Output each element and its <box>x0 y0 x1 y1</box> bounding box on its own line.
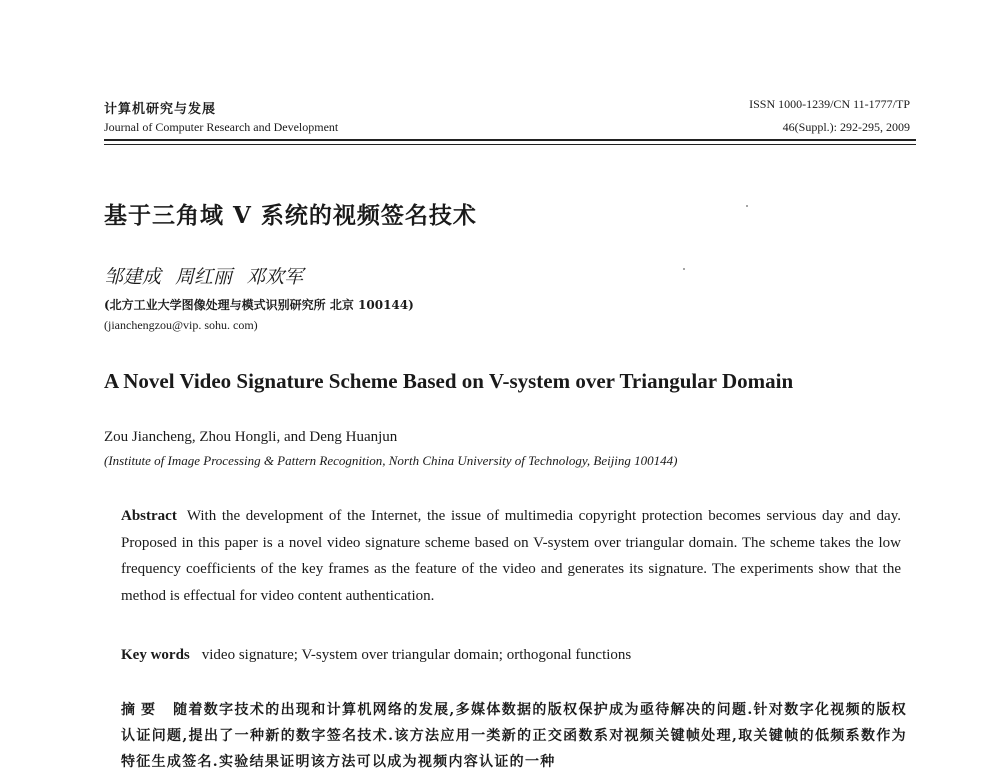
journal-name-cn: 计算机研究与发展 <box>104 102 217 117</box>
keywords-text: video signature; V-system over triangular domain; orthogonal functions <box>201 647 632 663</box>
header-rule-thick <box>104 139 916 141</box>
author-email: (jianchengzou@vip. sohu. com) <box>104 318 258 332</box>
keywords <box>121 647 631 664</box>
affiliation-en: (Institute of Image Processing & Pattern Recognition, North China University of Technology, Beijing 100144) <box>104 453 678 468</box>
keywords-label: Key words <box>121 647 190 663</box>
abstract-cn-label: 摘要 <box>121 702 162 718</box>
header-rule-thin <box>104 144 916 145</box>
scan-speck <box>746 205 748 207</box>
authors-en: Zou Jiancheng, Zhou Hongli, and Deng Huanjun <box>104 429 398 445</box>
journal-name-en: Journal of Computer Research and Development <box>104 120 339 134</box>
authors-cn: 邹建成 周红丽 邓欢军 <box>104 266 304 288</box>
paper-title-cn: 基于三角域 V 系统的视频签名技术 <box>104 202 477 229</box>
paper-title-en: A Novel Video Signature Scheme Based on V-system over Triangular Domain <box>104 369 794 393</box>
abstract-en <box>121 503 901 609</box>
abstract-cn <box>121 697 907 770</box>
abstract-cn-text: 随着数字技术的出现和计算机网络的发展,多媒体数据的版权保护成为亟待解决的问题.针对数字化视频的版权认证问题,提出了一种新的数字签名技术.该方法应用一类新的正交函数系对视频关键帧处理,取关键帧的低频系数作为特征生成签名.实验结果证明该方法可以成为视频内容认证的一种 <box>121 702 907 770</box>
scan-speck <box>683 268 685 270</box>
abstract-label: Abstract <box>121 508 177 524</box>
volume-pages: 46(Suppl.): 292-295, 2009 <box>782 120 910 134</box>
issn: ISSN 1000-1239/CN 11-1777/TP <box>749 97 910 111</box>
abstract-text: With the development of the Internet, the issue of multimedia copyright protection becomes servious day and day. Proposed in this paper is a novel video signature scheme based on V-system over triangular domain. The scheme takes the low frequency coefficients of the key frames as the feature of the video and generates its signature. The experiments show that the method is effectual for video content authentication. <box>121 508 901 604</box>
affiliation-cn: (北方工业大学图像处理与模式识别研究所 北京 100144) <box>104 298 414 312</box>
